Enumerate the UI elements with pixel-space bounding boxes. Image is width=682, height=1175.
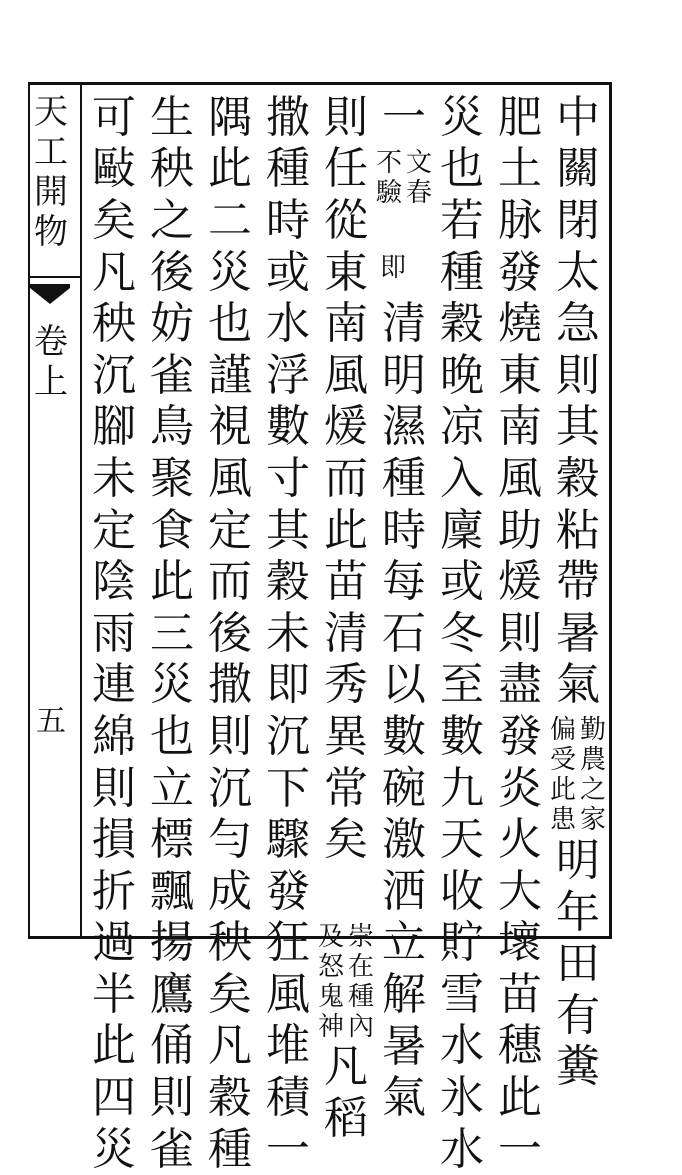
glyph: 太: [556, 246, 600, 298]
glyph: 數: [440, 710, 484, 762]
glyph: 凡: [92, 246, 136, 298]
text-column-5: [320, 92, 372, 866]
glyph: 穀: [208, 1072, 252, 1124]
glyph: 種: [208, 1123, 252, 1175]
glyph: 清: [324, 607, 368, 659]
glyph: 風: [324, 349, 368, 401]
glyph: 可: [92, 91, 136, 143]
glyph: 助: [498, 504, 542, 556]
glyph: 浮: [266, 349, 310, 401]
glyph: 未: [92, 452, 136, 504]
glyph: 積: [266, 1072, 310, 1124]
glyph: 水: [266, 298, 310, 350]
glyph: 明: [556, 834, 600, 886]
glyph: 也: [150, 710, 194, 762]
top-border: [30, 82, 612, 85]
page-number: 五: [36, 704, 66, 739]
glyph: 謹: [208, 349, 252, 401]
glyph: 數: [266, 401, 310, 453]
glyph: 下: [266, 762, 310, 814]
glyph: 苗: [324, 556, 368, 608]
margin-divider: [80, 82, 82, 939]
glyph: 天: [440, 814, 484, 866]
glyph: 生: [150, 91, 194, 143]
glyph: 災: [92, 1123, 136, 1175]
annotation-line: 勤 農 之 家: [580, 715, 607, 836]
text-column-6: [262, 92, 314, 1175]
glyph: 則: [498, 607, 542, 659]
glyph: 粘: [556, 504, 600, 556]
glyph: 勻: [208, 814, 252, 866]
text-column-4-head: [378, 92, 430, 144]
glyph: 盡: [498, 659, 542, 711]
glyph: 晚: [440, 349, 484, 401]
glyph: 定: [208, 504, 252, 556]
glyph: 狂: [266, 917, 310, 969]
glyph: 則: [208, 710, 252, 762]
glyph: 一: [266, 1123, 310, 1175]
fishtail-mark-icon: [30, 284, 70, 310]
glyph: 從: [324, 194, 368, 246]
glyph: 災: [208, 246, 252, 298]
glyph: 入: [440, 452, 484, 504]
glyph: 矣: [208, 968, 252, 1020]
glyph: 南: [324, 298, 368, 350]
glyph: 即: [266, 659, 310, 711]
glyph: 收: [440, 865, 484, 917]
glyph: 種: [266, 143, 310, 195]
glyph: 急: [556, 298, 600, 350]
glyph: 碗: [382, 762, 426, 814]
glyph: 四: [92, 1072, 136, 1124]
glyph: 秧: [150, 143, 194, 195]
glyph: 穀: [266, 556, 310, 608]
glyph: 隅: [208, 91, 252, 143]
glyph: 貯: [440, 917, 484, 969]
glyph: 寸: [266, 452, 310, 504]
margin-char: 卷: [34, 322, 68, 362]
glyph: 炎: [498, 762, 542, 814]
glyph: 稻: [324, 1092, 368, 1144]
glyph: 時: [382, 504, 426, 556]
glyph: 洒: [382, 865, 426, 917]
glyph: 秧: [208, 917, 252, 969]
glyph: 帶: [556, 556, 600, 608]
glyph: 撒: [208, 659, 252, 711]
glyph: 火: [498, 814, 542, 866]
margin-char: 上: [34, 362, 68, 402]
glyph: 綿: [92, 710, 136, 762]
glyph: 解: [382, 968, 426, 1020]
glyph: 則: [150, 1072, 194, 1124]
glyph: 一: [382, 91, 426, 143]
glyph: 脉: [498, 194, 542, 246]
glyph: 燒: [498, 298, 542, 350]
margin-char: 開: [34, 172, 68, 212]
glyph: 陰: [92, 556, 136, 608]
glyph: 水: [440, 1020, 484, 1072]
glyph: 而: [208, 556, 252, 608]
glyph: 中: [556, 91, 600, 143]
glyph: 九: [440, 762, 484, 814]
glyph: 東: [324, 246, 368, 298]
glyph: 有: [556, 989, 600, 1041]
glyph: 廩: [440, 504, 484, 556]
glyph: 視: [208, 401, 252, 453]
glyph: 氣: [556, 659, 600, 711]
annotation-line: 偏 受 此 患: [550, 715, 577, 836]
glyph: 暑: [382, 1020, 426, 1072]
margin-char: 天: [34, 92, 68, 132]
glyph: 發: [498, 710, 542, 762]
glyph: 穀: [556, 452, 600, 504]
glyph: 也: [440, 143, 484, 195]
glyph: 矣: [92, 194, 136, 246]
text-column-1-tail: [552, 835, 604, 1093]
glyph: 飄: [150, 865, 194, 917]
glyph: 此: [498, 1072, 542, 1124]
glyph: 妨: [150, 298, 194, 350]
glyph: 而: [324, 452, 368, 504]
text-column-4: [378, 298, 430, 1124]
glyph: 驟: [266, 814, 310, 866]
glyph: 以: [382, 659, 426, 711]
glyph: 立: [150, 762, 194, 814]
glyph: 穀: [440, 298, 484, 350]
glyph: 沉: [208, 762, 252, 814]
glyph: 時: [266, 194, 310, 246]
glyph: 田: [556, 938, 600, 990]
glyph: 此: [150, 556, 194, 608]
left-border: [28, 82, 30, 939]
glyph: 定: [92, 504, 136, 556]
glyph: 水: [440, 1123, 484, 1175]
glyph: 標: [150, 814, 194, 866]
glyph: 半: [92, 968, 136, 1020]
glyph: 雨: [92, 607, 136, 659]
annotation-line: 崇 在 種 內: [348, 921, 375, 1042]
right-border: [609, 82, 612, 939]
annotation-column-4a: [376, 148, 432, 208]
glyph: 明: [382, 349, 426, 401]
text-column-2: [494, 92, 546, 1175]
glyph: 雀: [150, 349, 194, 401]
glyph: 其: [266, 504, 310, 556]
glyph: 東: [498, 349, 542, 401]
annotation-line: 文 春: [406, 147, 433, 208]
glyph: 此: [208, 143, 252, 195]
glyph: 鷹: [150, 968, 194, 1020]
glyph: 災: [150, 659, 194, 711]
annotation-column-1: [550, 715, 606, 835]
glyph: 雀: [150, 1123, 194, 1175]
glyph: 每: [382, 556, 426, 608]
glyph: 肥: [498, 91, 542, 143]
margin-char: 物: [34, 212, 68, 252]
glyph: 氣: [382, 1072, 426, 1124]
glyph: 常: [324, 762, 368, 814]
glyph: 南: [498, 401, 542, 453]
glyph: 壞: [498, 917, 542, 969]
glyph: 風: [266, 968, 310, 1020]
text-column-5-tail: [320, 1042, 372, 1145]
glyph: 若: [440, 194, 484, 246]
glyph: 腳: [92, 401, 136, 453]
glyph: 凉: [440, 401, 484, 453]
glyph: 數: [382, 710, 426, 762]
glyph: 或: [440, 556, 484, 608]
glyph: 風: [208, 452, 252, 504]
glyph: 未: [266, 607, 310, 659]
glyph: 堆: [266, 1020, 310, 1072]
glyph: 也: [208, 298, 252, 350]
glyph: 濕: [382, 401, 426, 453]
glyph: 石: [382, 607, 426, 659]
glyph: 連: [92, 659, 136, 711]
glyph: 煖: [324, 401, 368, 453]
glyph: 發: [266, 865, 310, 917]
glyph: 糞: [556, 1041, 600, 1093]
annotation-line: 即: [380, 252, 407, 283]
glyph: 則: [556, 349, 600, 401]
annotation-line: 不 驗: [376, 147, 403, 208]
glyph: 此: [92, 1020, 136, 1072]
glyph: 則: [92, 762, 136, 814]
glyph: 俑: [150, 1020, 194, 1072]
glyph: 沉: [266, 710, 310, 762]
glyph: 二: [208, 194, 252, 246]
glyph: 則: [324, 91, 368, 143]
glyph: 損: [92, 814, 136, 866]
glyph: 成: [208, 865, 252, 917]
glyph: 異: [324, 710, 368, 762]
glyph: 聚: [150, 452, 194, 504]
glyph: 敺: [92, 143, 136, 195]
glyph: 年: [556, 886, 600, 938]
glyph: 後: [208, 607, 252, 659]
glyph: 閉: [556, 194, 600, 246]
glyph: 關: [556, 143, 600, 195]
text-column-9: [88, 92, 140, 1175]
glyph: 穗: [498, 1020, 542, 1072]
text-column-3: [436, 92, 488, 1175]
glyph: 立: [382, 917, 426, 969]
glyph: 矣: [324, 814, 368, 866]
glyph: 苗: [498, 968, 542, 1020]
glyph: 食: [150, 504, 194, 556]
glyph: 激: [382, 814, 426, 866]
glyph: 種: [440, 246, 484, 298]
glyph: 之: [150, 194, 194, 246]
glyph: 冬: [440, 607, 484, 659]
glyph: 清: [382, 298, 426, 350]
glyph: 秀: [324, 659, 368, 711]
book-title: [34, 92, 68, 252]
glyph: 秧: [92, 298, 136, 350]
glyph: 凡: [324, 1041, 368, 1093]
glyph: 鳥: [150, 401, 194, 453]
volume-label: [34, 322, 68, 402]
annotation-line: 及 怒 鬼 神: [318, 921, 345, 1042]
glyph: 暑: [556, 607, 600, 659]
glyph: 至: [440, 659, 484, 711]
glyph: 後: [150, 246, 194, 298]
glyph: 或: [266, 246, 310, 298]
margin-char: 工: [34, 132, 68, 172]
glyph: 風: [498, 452, 542, 504]
glyph: 凡: [208, 1020, 252, 1072]
text-column-7: [204, 92, 256, 1175]
glyph: 氷: [440, 1072, 484, 1124]
glyph: 揚: [150, 917, 194, 969]
glyph: 一: [498, 1123, 542, 1175]
glyph: 其: [556, 401, 600, 453]
glyph: 折: [92, 865, 136, 917]
text-column-1: [552, 92, 604, 711]
glyph: 發: [498, 246, 542, 298]
glyph: 土: [498, 143, 542, 195]
text-column-8: [146, 92, 198, 1175]
glyph: 煖: [498, 556, 542, 608]
glyph: 過: [92, 917, 136, 969]
glyph: 沉: [92, 349, 136, 401]
annotation-column-4b: [376, 253, 406, 283]
glyph: 大: [498, 865, 542, 917]
glyph: 任: [324, 143, 368, 195]
glyph: 種: [382, 452, 426, 504]
glyph: 三: [150, 607, 194, 659]
margin-rule-upper: [30, 276, 80, 278]
glyph: 撒: [266, 91, 310, 143]
glyph: 雪: [440, 968, 484, 1020]
glyph: 災: [440, 91, 484, 143]
glyph: 此: [324, 504, 368, 556]
